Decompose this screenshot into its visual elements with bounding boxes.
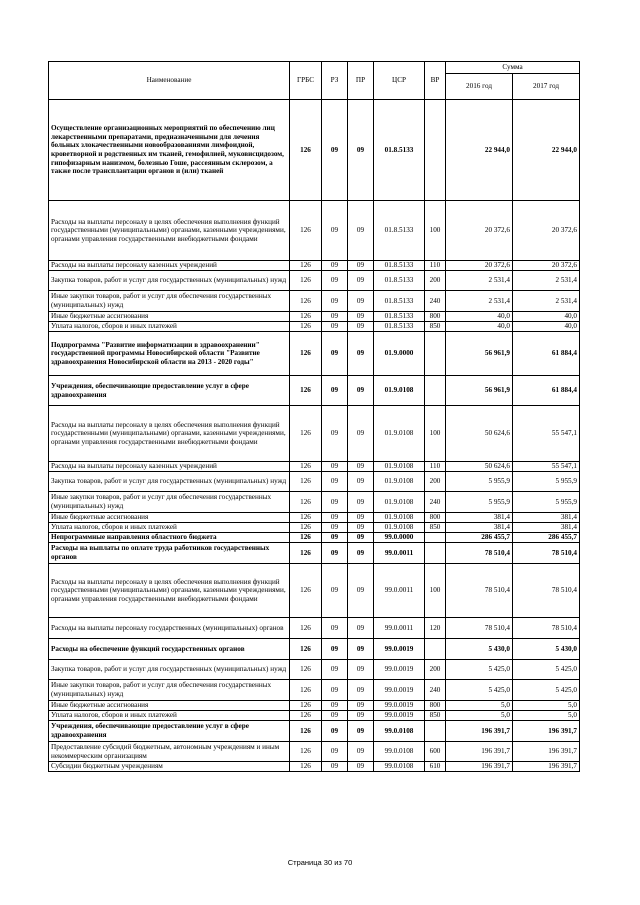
cell-sum-2016: 2 531,4 (446, 271, 513, 291)
table-row (49, 660, 580, 680)
cell-pr: 09 (348, 406, 374, 462)
cell-pr: 09 (348, 721, 374, 742)
cell-name: Уплата налогов, сборов и иных платежей (49, 711, 290, 721)
cell-name: Уплата налогов, сборов и иных платежей (49, 322, 290, 332)
cell-vr: 850 (425, 523, 446, 533)
cell-sum-2017: 78 510,4 (513, 543, 580, 564)
cell-name: Учреждения, обеспечивающие предоставление услуг в сфере здравоохранения (49, 376, 290, 406)
cell-grbs: 126 (290, 201, 322, 261)
cell-rz: 09 (322, 100, 348, 201)
cell-rz: 09 (322, 322, 348, 332)
cell-sum-2016: 20 372,6 (446, 201, 513, 261)
table-row (49, 701, 580, 711)
cell-vr: 200 (425, 271, 446, 291)
cell-vr: 240 (425, 291, 446, 312)
cell-pr: 09 (348, 523, 374, 533)
cell-name: Иные закупки товаров, работ и услуг для обеспечения государственных (муниципальных) нужд (49, 291, 290, 312)
cell-sum-2017: 20 372,6 (513, 261, 580, 271)
cell-vr (425, 100, 446, 201)
cell-rz: 09 (322, 618, 348, 639)
table-row (49, 201, 580, 261)
cell-name: Иные бюджетные ассигнования (49, 513, 290, 523)
cell-csr: 99.0.0019 (374, 680, 425, 701)
cell-rz: 09 (322, 492, 348, 513)
cell-sum-2016: 40,0 (446, 312, 513, 322)
cell-sum-2016: 5 425,0 (446, 660, 513, 680)
cell-csr: 01.9.0108 (374, 406, 425, 462)
cell-name: Расходы на выплаты по оплате труда работников государственных органов (49, 543, 290, 564)
cell-grbs: 126 (290, 680, 322, 701)
cell-sum-2017: 5 430,0 (513, 639, 580, 660)
cell-grbs: 126 (290, 261, 322, 271)
cell-sum-2017: 22 944,0 (513, 100, 580, 201)
cell-sum-2016: 196 391,7 (446, 721, 513, 742)
cell-rz: 09 (322, 639, 348, 660)
cell-name: Предоставление субсидий бюджетным, автономным учреждениям и иным некоммерческим организациям (49, 742, 290, 762)
cell-sum-2017: 61 884,4 (513, 376, 580, 406)
cell-csr: 99.0.0011 (374, 564, 425, 618)
cell-rz: 09 (322, 271, 348, 291)
cell-sum-2017: 40,0 (513, 312, 580, 322)
cell-vr (425, 376, 446, 406)
cell-csr: 99.0.0019 (374, 639, 425, 660)
col-header-csr: ЦСР (374, 62, 425, 100)
cell-pr: 09 (348, 618, 374, 639)
cell-sum-2016: 381,4 (446, 523, 513, 533)
cell-pr: 09 (348, 564, 374, 618)
cell-grbs: 126 (290, 100, 322, 201)
cell-vr: 100 (425, 201, 446, 261)
table-row (49, 639, 580, 660)
cell-rz: 09 (322, 261, 348, 271)
cell-grbs: 126 (290, 523, 322, 533)
cell-sum-2016: 5,0 (446, 701, 513, 711)
cell-name: Расходы на выплаты персоналу казенных учреждений (49, 261, 290, 271)
cell-pr: 09 (348, 492, 374, 513)
cell-rz: 09 (322, 564, 348, 618)
cell-pr: 09 (348, 660, 374, 680)
cell-sum-2016: 56 961,9 (446, 332, 513, 376)
cell-sum-2016: 78 510,4 (446, 564, 513, 618)
col-header-2016: 2016 год (446, 74, 513, 100)
cell-grbs: 126 (290, 462, 322, 472)
cell-pr: 09 (348, 742, 374, 762)
cell-pr: 09 (348, 322, 374, 332)
cell-name: Иные закупки товаров, работ и услуг для обеспечения государственных (муниципальных) нужд (49, 492, 290, 513)
cell-csr: 01.8.5133 (374, 201, 425, 261)
cell-grbs: 126 (290, 660, 322, 680)
cell-sum-2017: 2 531,4 (513, 291, 580, 312)
cell-rz: 09 (322, 376, 348, 406)
cell-rz: 09 (322, 513, 348, 523)
cell-sum-2017: 5 425,0 (513, 660, 580, 680)
cell-sum-2017: 381,4 (513, 513, 580, 523)
cell-csr: 01.9.0108 (374, 462, 425, 472)
cell-pr: 09 (348, 201, 374, 261)
cell-csr: 99.0.0011 (374, 543, 425, 564)
cell-grbs: 126 (290, 312, 322, 322)
cell-rz: 09 (322, 680, 348, 701)
cell-grbs: 126 (290, 701, 322, 711)
table-row (49, 533, 580, 543)
cell-pr: 09 (348, 472, 374, 492)
table-row (49, 513, 580, 523)
cell-csr: 01.8.5133 (374, 271, 425, 291)
cell-sum-2017: 5 425,0 (513, 680, 580, 701)
cell-csr: 99.0.0019 (374, 660, 425, 680)
cell-grbs: 126 (290, 271, 322, 291)
cell-grbs: 126 (290, 472, 322, 492)
cell-name: Непрограммные направления областного бюджета (49, 533, 290, 543)
cell-rz: 09 (322, 533, 348, 543)
table-row (49, 332, 580, 376)
cell-rz: 09 (322, 472, 348, 492)
table-row (49, 523, 580, 533)
cell-rz: 09 (322, 406, 348, 462)
table-row (49, 271, 580, 291)
table-row (49, 680, 580, 701)
cell-name: Уплата налогов, сборов и иных платежей (49, 523, 290, 533)
cell-name: Расходы на выплаты персоналу в целях обеспечения выполнения функций государственными (муниципальными) органами, казенными учреждениями, органами управления государственными внебюджетными фондами (49, 406, 290, 462)
cell-vr: 800 (425, 701, 446, 711)
cell-csr: 01.9.0108 (374, 492, 425, 513)
cell-sum-2016: 286 455,7 (446, 533, 513, 543)
cell-rz: 09 (322, 462, 348, 472)
budget-table (48, 61, 580, 772)
table-row (49, 492, 580, 513)
cell-sum-2017: 286 455,7 (513, 533, 580, 543)
cell-pr: 09 (348, 711, 374, 721)
cell-grbs: 126 (290, 639, 322, 660)
cell-name: Учреждения, обеспечивающие предоставление услуг в сфере здравоохранения (49, 721, 290, 742)
cell-csr: 99.0.0108 (374, 742, 425, 762)
col-header-grbs: ГРБС (290, 62, 322, 100)
cell-grbs: 126 (290, 533, 322, 543)
table-row (49, 543, 580, 564)
table-row (49, 261, 580, 271)
cell-sum-2016: 56 961,9 (446, 376, 513, 406)
cell-sum-2017: 196 391,7 (513, 762, 580, 772)
cell-rz: 09 (322, 660, 348, 680)
cell-sum-2017: 55 547,1 (513, 462, 580, 472)
cell-sum-2017: 381,4 (513, 523, 580, 533)
cell-sum-2016: 22 944,0 (446, 100, 513, 201)
cell-vr (425, 543, 446, 564)
cell-grbs: 126 (290, 406, 322, 462)
cell-sum-2016: 50 624,6 (446, 462, 513, 472)
cell-sum-2016: 2 531,4 (446, 291, 513, 312)
cell-vr: 200 (425, 472, 446, 492)
table-row (49, 618, 580, 639)
cell-vr: 610 (425, 762, 446, 772)
cell-rz: 09 (322, 523, 348, 533)
cell-name: Закупка товаров, работ и услуг для государственных (муниципальных) нужд (49, 271, 290, 291)
cell-vr: 800 (425, 513, 446, 523)
cell-rz: 09 (322, 762, 348, 772)
cell-grbs: 126 (290, 711, 322, 721)
cell-vr: 850 (425, 711, 446, 721)
cell-name: Иные бюджетные ассигнования (49, 701, 290, 711)
cell-csr: 01.9.0108 (374, 472, 425, 492)
cell-sum-2016: 50 624,6 (446, 406, 513, 462)
table-row (49, 322, 580, 332)
cell-sum-2017: 5 955,9 (513, 492, 580, 513)
cell-pr: 09 (348, 462, 374, 472)
cell-rz: 09 (322, 312, 348, 322)
cell-sum-2016: 381,4 (446, 513, 513, 523)
cell-vr: 110 (425, 261, 446, 271)
cell-pr: 09 (348, 543, 374, 564)
cell-rz: 09 (322, 742, 348, 762)
page-number: Страница 30 из 70 (287, 858, 353, 867)
cell-grbs: 126 (290, 332, 322, 376)
cell-pr: 09 (348, 376, 374, 406)
cell-csr: 01.9.0108 (374, 523, 425, 533)
cell-grbs: 126 (290, 322, 322, 332)
cell-vr (425, 332, 446, 376)
cell-name: Закупка товаров, работ и услуг для государственных (муниципальных) нужд (49, 472, 290, 492)
cell-name: Иные закупки товаров, работ и услуг для обеспечения государственных (муниципальных) нужд (49, 680, 290, 701)
cell-sum-2017: 78 510,4 (513, 618, 580, 639)
cell-vr: 110 (425, 462, 446, 472)
cell-grbs: 126 (290, 291, 322, 312)
cell-grbs: 126 (290, 742, 322, 762)
col-header-2017: 2017 год (513, 74, 580, 100)
table-row (49, 376, 580, 406)
cell-name: Подпрограмма "Развитие информатизации в здравоохранении" государственной программы Новосибирской области "Развитие здравоохранения Новосибирской области на 2013 - 2020 годы" (49, 332, 290, 376)
cell-pr: 09 (348, 100, 374, 201)
cell-name: Расходы на выплаты персоналу в целях обеспечения выполнения функций государственными (муниципальными) органами, казенными учреждениями, органами управления государственными внебюджетными фондами (49, 564, 290, 618)
cell-sum-2017: 5,0 (513, 711, 580, 721)
table-row (49, 564, 580, 618)
cell-grbs: 126 (290, 492, 322, 513)
cell-vr (425, 721, 446, 742)
cell-name: Расходы на выплаты персоналу в целях обеспечения выполнения функций государственными (муниципальными) органами, казенными учреждениями, органами управления государственными внебюджетными фондами (49, 201, 290, 261)
cell-sum-2016: 40,0 (446, 322, 513, 332)
cell-grbs: 126 (290, 618, 322, 639)
cell-vr: 240 (425, 680, 446, 701)
cell-sum-2017: 196 391,7 (513, 742, 580, 762)
cell-grbs: 126 (290, 513, 322, 523)
cell-csr: 01.8.5133 (374, 312, 425, 322)
cell-grbs: 126 (290, 762, 322, 772)
col-header-pr: ПР (348, 62, 374, 100)
cell-rz: 09 (322, 701, 348, 711)
cell-csr: 99.0.0019 (374, 711, 425, 721)
table-row (49, 312, 580, 322)
cell-sum-2016: 5,0 (446, 711, 513, 721)
table-row (49, 742, 580, 762)
cell-pr: 09 (348, 762, 374, 772)
cell-csr: 01.9.0108 (374, 376, 425, 406)
cell-csr: 99.0.0000 (374, 533, 425, 543)
cell-vr: 600 (425, 742, 446, 762)
cell-vr: 240 (425, 492, 446, 513)
cell-name: Осуществление организационных мероприятий по обеспечению лиц лекарственными препаратами, предназначенными для лечения больных злокачественными новообразованиями лимфоидной, кроветворной и родственных им тканей, гемофилией, муковисцидозом, гипофизарным нанизмом, болезнью Гоше, рассеянным склерозом, а также после трансплантации органов и (или) тканей (49, 100, 290, 201)
cell-csr: 01.8.5133 (374, 100, 425, 201)
cell-pr: 09 (348, 639, 374, 660)
cell-vr: 200 (425, 660, 446, 680)
cell-sum-2016: 5 955,9 (446, 472, 513, 492)
cell-vr: 120 (425, 618, 446, 639)
cell-sum-2016: 196 391,7 (446, 762, 513, 772)
cell-pr: 09 (348, 261, 374, 271)
cell-sum-2016: 5 955,9 (446, 492, 513, 513)
cell-vr: 100 (425, 564, 446, 618)
cell-name: Субсидии бюджетным учреждениям (49, 762, 290, 772)
table-body (49, 100, 580, 772)
col-header-name: Наименование (49, 62, 290, 100)
cell-vr: 100 (425, 406, 446, 462)
cell-pr: 09 (348, 701, 374, 711)
cell-vr (425, 639, 446, 660)
cell-rz: 09 (322, 332, 348, 376)
cell-grbs: 126 (290, 564, 322, 618)
cell-sum-2017: 55 547,1 (513, 406, 580, 462)
cell-name: Расходы на обеспечение функций государственных органов (49, 639, 290, 660)
col-header-rz: РЗ (322, 62, 348, 100)
table-row (49, 762, 580, 772)
cell-csr: 99.0.0108 (374, 762, 425, 772)
cell-rz: 09 (322, 201, 348, 261)
cell-pr: 09 (348, 680, 374, 701)
table-row (49, 406, 580, 462)
table-row (49, 721, 580, 742)
cell-name: Иные бюджетные ассигнования (49, 312, 290, 322)
cell-pr: 09 (348, 312, 374, 322)
cell-pr: 09 (348, 533, 374, 543)
cell-csr: 01.9.0000 (374, 332, 425, 376)
cell-pr: 09 (348, 271, 374, 291)
cell-rz: 09 (322, 291, 348, 312)
cell-rz: 09 (322, 711, 348, 721)
cell-sum-2017: 78 510,4 (513, 564, 580, 618)
cell-vr: 800 (425, 312, 446, 322)
col-header-sum: Сумма (446, 62, 580, 74)
cell-vr (425, 533, 446, 543)
cell-sum-2016: 196 391,7 (446, 742, 513, 762)
cell-sum-2017: 61 884,4 (513, 332, 580, 376)
cell-sum-2016: 5 425,0 (446, 680, 513, 701)
table-row (49, 291, 580, 312)
cell-sum-2016: 5 430,0 (446, 639, 513, 660)
col-header-vr: ВР (425, 62, 446, 100)
cell-sum-2016: 20 372,6 (446, 261, 513, 271)
cell-grbs: 126 (290, 543, 322, 564)
cell-csr: 99.0.0108 (374, 721, 425, 742)
table-row (49, 472, 580, 492)
cell-csr: 01.9.0108 (374, 513, 425, 523)
cell-grbs: 126 (290, 721, 322, 742)
cell-grbs: 126 (290, 376, 322, 406)
cell-csr: 01.8.5133 (374, 322, 425, 332)
cell-rz: 09 (322, 721, 348, 742)
cell-sum-2017: 196 391,7 (513, 721, 580, 742)
cell-csr: 01.8.5133 (374, 291, 425, 312)
cell-name: Закупка товаров, работ и услуг для государственных (муниципальных) нужд (49, 660, 290, 680)
cell-rz: 09 (322, 543, 348, 564)
cell-sum-2016: 78 510,4 (446, 543, 513, 564)
cell-name: Расходы на выплаты персоналу государственных (муниципальных) органов (49, 618, 290, 639)
cell-sum-2017: 5 955,9 (513, 472, 580, 492)
cell-csr: 99.0.0019 (374, 701, 425, 711)
table-row (49, 711, 580, 721)
cell-sum-2016: 78 510,4 (446, 618, 513, 639)
cell-csr: 01.8.5133 (374, 261, 425, 271)
table-row (49, 100, 580, 201)
cell-sum-2017: 40,0 (513, 322, 580, 332)
cell-pr: 09 (348, 332, 374, 376)
table-row (49, 462, 580, 472)
cell-sum-2017: 20 372,6 (513, 201, 580, 261)
cell-vr: 850 (425, 322, 446, 332)
cell-csr: 99.0.0011 (374, 618, 425, 639)
cell-name: Расходы на выплаты персоналу казенных учреждений (49, 462, 290, 472)
cell-sum-2017: 2 531,4 (513, 271, 580, 291)
cell-sum-2017: 5,0 (513, 701, 580, 711)
cell-pr: 09 (348, 513, 374, 523)
cell-pr: 09 (348, 291, 374, 312)
